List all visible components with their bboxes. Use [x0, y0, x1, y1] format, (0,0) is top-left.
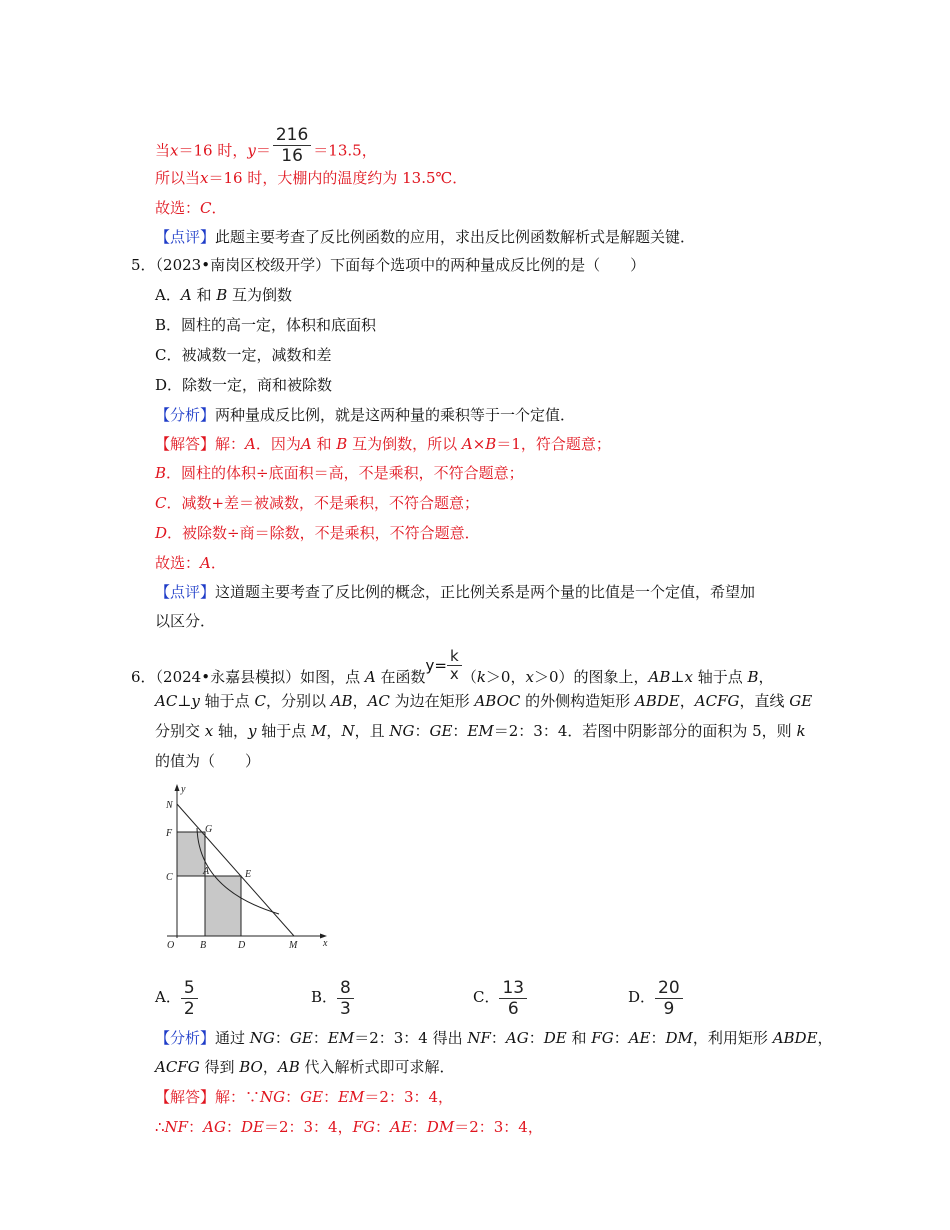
text: ×: [472, 435, 486, 453]
text: ．被除数÷商＝除数，不是乘积，不符合题意．: [167, 524, 480, 542]
q5-choose: [155, 552, 226, 574]
option-label: B．: [311, 988, 338, 1006]
q6-analysis-2: [155, 1056, 455, 1078]
text: 和: [566, 1029, 592, 1047]
answer-tag: 【解答】: [155, 1088, 216, 1106]
text: 解：∵: [215, 1088, 261, 1106]
var: BO: [239, 1058, 263, 1076]
frac-den: 9: [663, 998, 675, 1019]
func-lhs: y=: [425, 656, 447, 675]
var: GE: [789, 692, 813, 710]
q5-answer-2: [155, 462, 524, 484]
text: ＝2：3：4，: [263, 1118, 353, 1136]
var: EM: [327, 1029, 355, 1047]
var: x: [204, 722, 214, 740]
var: ACFG: [155, 1058, 200, 1076]
text: ＝13.5，: [313, 141, 377, 160]
text: ＝: [255, 141, 271, 160]
var: A: [200, 554, 211, 572]
text: ＝16 时，大棚内的温度约为 13.5℃．: [208, 169, 468, 187]
text: ⊥: [177, 692, 192, 710]
frac-num: 13: [499, 978, 527, 999]
text: ．圆柱的体积÷底面积＝高，不是乘积，不符合题意；: [166, 464, 524, 482]
q6-option-c: [473, 975, 527, 1019]
text: ＝2：3：4，: [454, 1118, 543, 1136]
text: ：: [528, 1029, 544, 1047]
text: 轴于点: [199, 692, 255, 710]
var: y: [248, 722, 257, 740]
var: DM: [665, 1029, 693, 1047]
q5-stem: 5．（2023•南岗区校级开学）下面每个选项中的两种量成反比例的是（ ）: [131, 256, 646, 274]
q6-analysis-1: [155, 1027, 833, 1049]
var: ACFG: [694, 692, 740, 710]
option-label: C．: [473, 988, 500, 1006]
var: NF: [467, 1029, 491, 1047]
text: ，利用矩形: [692, 1029, 773, 1047]
text: ，直线: [739, 692, 790, 710]
text: ．: [211, 199, 227, 217]
var: A: [364, 668, 376, 686]
text: ，分别以: [265, 692, 331, 710]
var: C: [254, 692, 266, 710]
text: ，: [758, 668, 774, 686]
var: x: [170, 141, 179, 160]
label-f: F: [166, 828, 173, 839]
text: 此题主要考查了反比例函数的应用，求出反比例函数解析式是解题关键．: [215, 228, 696, 246]
frac-num: 8: [337, 978, 354, 999]
text: ，: [262, 1058, 278, 1076]
label-o: O: [167, 940, 175, 951]
var: C: [200, 199, 212, 217]
text: 得到: [199, 1058, 240, 1076]
answer-tag: 【解答】: [155, 435, 216, 453]
text: ．因为: [255, 435, 301, 453]
var: DE: [543, 1029, 567, 1047]
var: GE: [429, 722, 453, 740]
text: 故选：: [155, 554, 201, 572]
text: 和: [311, 435, 337, 453]
var: ABDE: [634, 692, 680, 710]
prev-line-1: [155, 125, 377, 172]
func-frac: [447, 648, 462, 683]
text: ＝2：3：4，: [364, 1088, 454, 1106]
comment-tag: 【点评】: [155, 583, 216, 601]
function-y-k-over-x: [425, 648, 461, 683]
var: A: [180, 286, 192, 304]
var: ABDE: [772, 1029, 818, 1047]
var: AB: [648, 668, 671, 686]
var: k: [796, 722, 806, 740]
frac-den: 2: [183, 998, 195, 1019]
text: ：: [490, 1029, 506, 1047]
label-x: x: [323, 938, 328, 949]
prev-choose: [155, 197, 227, 219]
text: 当: [155, 141, 171, 160]
var: AC: [367, 692, 390, 710]
frac-den: x: [449, 665, 459, 683]
label-g: G: [205, 824, 213, 835]
text: 轴于点: [256, 722, 312, 740]
text: ：: [188, 1118, 204, 1136]
y-axis-arrow: [175, 784, 180, 791]
var: N: [341, 722, 355, 740]
text: 为边在矩形: [389, 692, 475, 710]
var: GE: [300, 1088, 324, 1106]
frac-den: 6: [507, 998, 519, 1019]
frac-den: 16: [281, 146, 303, 166]
text: 的外侧构造矩形: [520, 692, 635, 710]
text: ＞0，: [485, 668, 526, 686]
q5-answer-3: [155, 492, 479, 514]
label-b: B: [200, 940, 207, 951]
label-a: A: [203, 866, 210, 877]
text: ＝2：3：4 得出: [354, 1029, 468, 1047]
text: ，: [679, 692, 695, 710]
var: y: [191, 692, 200, 710]
text: ：: [374, 1118, 390, 1136]
label-n: N: [166, 800, 173, 811]
text: ＝2：3：4．若图中阴影部分的面积为 5，则: [493, 722, 797, 740]
text: ：: [414, 722, 430, 740]
prev-comment: [155, 226, 695, 248]
var: AC: [155, 692, 178, 710]
var: AE: [628, 1029, 651, 1047]
option-label: A．: [155, 988, 181, 1006]
var: B: [485, 435, 497, 453]
text: ，且: [354, 722, 390, 740]
q6-figure: [155, 780, 345, 970]
q5-comment-2: 以区分．: [155, 612, 216, 630]
q5-option-a: [155, 284, 292, 306]
var: FG: [591, 1029, 614, 1047]
text: ：: [312, 1029, 328, 1047]
var: x: [525, 668, 534, 686]
q5-answer-4: [155, 522, 480, 544]
text: ⊥: [670, 668, 685, 686]
q5-option-c: C．被减数一定，减数和差: [155, 346, 332, 364]
var: B: [216, 286, 228, 304]
q6-answer-1: [155, 1086, 453, 1108]
var: NG: [389, 722, 415, 740]
text: ＝16 时，: [178, 141, 248, 160]
text: ：: [225, 1118, 241, 1136]
text: ：: [650, 1029, 666, 1047]
q6-stem-4: 的值为（ ）: [155, 752, 261, 770]
var: EM: [338, 1088, 365, 1106]
var: A: [300, 435, 312, 453]
analysis-tag: 【分析】: [155, 1029, 216, 1047]
text: 这道题主要考查了反比例的概念，正比例关系是两个量的比值是一个定值，希望加: [215, 583, 756, 601]
label-m: M: [289, 940, 298, 951]
var: NG: [249, 1029, 275, 1047]
q6-option-d: [628, 975, 683, 1019]
text: 故选：: [155, 199, 201, 217]
text: ，: [326, 722, 342, 740]
text: ，: [352, 692, 368, 710]
var: GE: [289, 1029, 313, 1047]
frac-num: 20: [655, 978, 683, 999]
text: A．: [155, 286, 181, 304]
text: ，: [817, 1029, 833, 1047]
text: 和: [191, 286, 217, 304]
text: ：: [411, 1118, 427, 1136]
var: DM: [426, 1118, 455, 1136]
frac-den: 3: [340, 998, 351, 1019]
var: AB: [330, 692, 353, 710]
var: A: [245, 435, 256, 453]
q5-option-b: B．圆柱的高一定，体积和底面积: [155, 316, 377, 334]
text: （: [461, 668, 477, 686]
text: ∴: [155, 1118, 165, 1136]
text: ＞0）的图象上，: [533, 668, 649, 686]
var: ABOC: [474, 692, 521, 710]
text: 在函数: [375, 668, 426, 686]
option-fraction: [499, 978, 527, 1019]
text: 代入解析式即可求解．: [299, 1058, 455, 1076]
text: ：: [285, 1088, 301, 1106]
text: ：: [613, 1029, 629, 1047]
var: EM: [467, 722, 494, 740]
text: 互为倒数: [227, 286, 293, 304]
var: D: [155, 524, 168, 542]
text: ：: [274, 1029, 290, 1047]
analysis-tag: 【分析】: [155, 406, 216, 424]
q6-stem-2: [155, 690, 812, 712]
label-y: y: [181, 784, 186, 795]
text: ：: [452, 722, 468, 740]
rect-acfg: [177, 832, 205, 876]
q5-comment-1: [155, 581, 755, 603]
label-c: C: [166, 872, 173, 883]
text: ＝1，符合题意；: [496, 435, 611, 453]
q6-option-a: [155, 975, 198, 1019]
text: 互为倒数，所以: [347, 435, 462, 453]
prev-line-2: [155, 167, 467, 189]
frac-num: k: [447, 648, 462, 666]
text: 轴于点: [692, 668, 748, 686]
text: 解：: [215, 435, 246, 453]
text: 6．（2024•永嘉县模拟）如图，点: [131, 668, 365, 686]
var: NG: [260, 1088, 286, 1106]
var: B: [336, 435, 348, 453]
q6-stem-3: [155, 720, 806, 742]
text: ．减数+差＝被减数，不是乘积，不符合题意；: [166, 494, 480, 512]
var: M: [311, 722, 327, 740]
var: AG: [505, 1029, 529, 1047]
text: 分别交: [155, 722, 205, 740]
var: y: [247, 141, 256, 160]
var: AE: [389, 1118, 412, 1136]
option-label: D．: [628, 988, 656, 1006]
var: FG: [352, 1118, 375, 1136]
text: ：: [323, 1088, 339, 1106]
label-e: E: [245, 869, 252, 880]
frac-num: 216: [273, 125, 311, 146]
var: C: [155, 494, 167, 512]
var: x: [684, 668, 693, 686]
q5-option-d: D．除数一定，商和被除数: [155, 376, 333, 394]
option-fraction: [655, 978, 683, 1019]
text: ．: [210, 554, 226, 572]
comment-tag: 【点评】: [155, 228, 216, 246]
q5-answer-1: [155, 433, 611, 455]
var: AB: [277, 1058, 300, 1076]
q6-option-b: [311, 975, 354, 1019]
text: 通过: [215, 1029, 250, 1047]
var: DE: [240, 1118, 264, 1136]
frac-num: 5: [181, 978, 198, 999]
var: B: [747, 668, 759, 686]
text: 轴，: [213, 722, 249, 740]
var: x: [200, 169, 209, 187]
fraction-216-16: [273, 125, 311, 166]
var: AG: [203, 1118, 226, 1136]
q5-analysis: [155, 404, 575, 426]
option-fraction: [337, 978, 354, 1019]
var: A: [461, 435, 473, 453]
label-d: D: [238, 940, 246, 951]
option-fraction: [181, 978, 198, 1019]
var: B: [155, 464, 167, 482]
var: NF: [164, 1118, 189, 1136]
q6-answer-2: [155, 1116, 543, 1138]
text: 两种量成反比例，就是这两种量的乘积等于一个定值．: [215, 406, 576, 424]
var: k: [476, 668, 486, 686]
text: 所以当: [155, 169, 201, 187]
